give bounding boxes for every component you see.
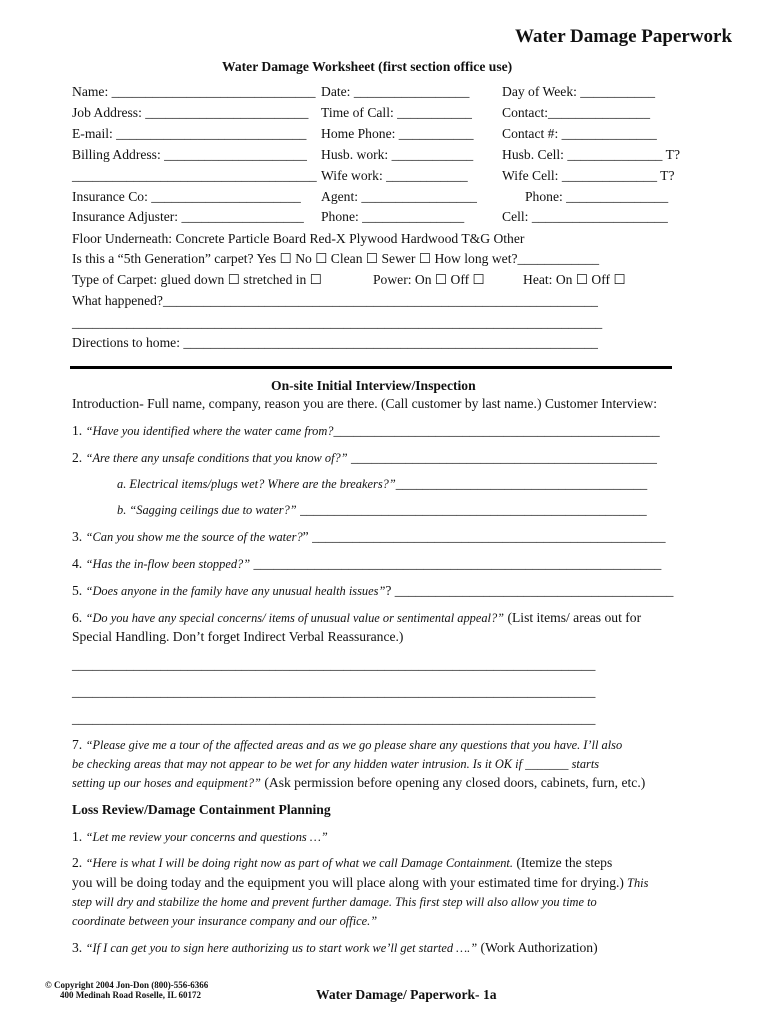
husband-work-field[interactable]: Husb. work: ____________ <box>321 147 474 162</box>
wife-cell-field[interactable]: Wife Cell: ______________ T? <box>502 168 675 183</box>
power-checkboxes[interactable]: Power: On ☐ Off ☐ <box>373 272 485 287</box>
question-6-answer-line[interactable]: _____________________________________________________________________________ <box>72 711 596 726</box>
agent-phone-field[interactable]: Phone: _______________ <box>525 189 669 204</box>
question-7-line3: setting up our hoses and equipment?” (Ask permission before opening any closed doors, cabinets, furn, etc.) <box>72 775 646 790</box>
worksheet-title: Water Damage Worksheet (first section office use) <box>222 59 513 74</box>
question-5[interactable]: 5. “Does anyone in the family have any unusual health issues”? _________________________________________ <box>72 583 674 598</box>
billing-address-field[interactable]: Billing Address: _____________________ <box>72 147 307 162</box>
loss-review-item-1: 1. “Let me review your concerns and questions …” <box>72 829 328 844</box>
directions-field[interactable]: Directions to home: _____________________________________________________________ <box>72 335 598 350</box>
page-title: Water Damage Paperwork <box>515 26 733 47</box>
copyright: © Copyright 2004 Jon-Don (800)-556-6366 <box>45 980 209 990</box>
insurance-company-field[interactable]: Insurance Co: ______________________ <box>72 189 301 204</box>
page-label: Water Damage/ Paperwork- 1a <box>316 987 497 1002</box>
name-field[interactable]: Name: ______________________________ <box>72 84 316 99</box>
loss-review-title: Loss Review/Damage Containment Planning <box>72 802 331 817</box>
loss-review-item-2: 2. “Here is what I will be doing right now as part of what we call Damage Containment. (Itemize the steps <box>72 855 613 870</box>
wife-work-field[interactable]: Wife work: ____________ <box>321 168 468 183</box>
question-2b[interactable]: b. “Sagging ceilings due to water?” ___________________________________________________ <box>117 502 647 517</box>
agent-field[interactable]: Agent: _________________ <box>321 189 477 204</box>
time-of-call-field[interactable]: Time of Call: ___________ <box>321 105 472 120</box>
loss-review-item-2-line3: step will dry and stabilize the home and prevent further damage. This first step will also allow you time to <box>72 895 597 909</box>
generation-carpet-row[interactable]: Is this a “5th Generation” carpet? Yes ☐ No ☐ Clean ☐ Sewer ☐ How long wet?____________ <box>72 251 600 266</box>
adjuster-cell-field[interactable]: Cell: ____________________ <box>502 209 668 224</box>
adjuster-phone-field[interactable]: Phone: _______________ <box>321 209 465 224</box>
home-phone-field[interactable]: Home Phone: ___________ <box>321 126 474 141</box>
contact-field[interactable]: Contact:_______________ <box>502 105 651 120</box>
day-of-week-field[interactable]: Day of Week: ___________ <box>502 84 656 99</box>
question-3[interactable]: 3. “Can you show me the source of the water?” ____________________________________________________ <box>72 529 666 544</box>
question-1[interactable]: 1. “Have you identified where the water came from?________________________________________________ <box>72 423 660 438</box>
contact-number-field[interactable]: Contact #: ______________ <box>502 126 657 141</box>
interview-title: On-site Initial Interview/Inspection <box>271 378 476 393</box>
question-6-answer-line[interactable]: _____________________________________________________________________________ <box>72 684 596 699</box>
loss-review-item-3: 3. “If I can get you to sign here authorizing us to start work we’ll get started ….” (Work Authorization) <box>72 940 598 955</box>
question-6: 6. “Do you have any special concerns/ items of unusual value or sentimental appeal?” (List items/ areas out for <box>72 610 642 625</box>
husband-cell-field[interactable]: Husb. Cell: ______________ T? <box>502 147 680 162</box>
question-7: 7. “Please give me a tour of the affected areas and as we go please share any questions that you have. I’ll also <box>72 737 623 752</box>
loss-review-item-2-line2: you will be doing today and the equipment you will place along with your estimated time for drying.) This <box>72 875 649 890</box>
interview-intro: Introduction- Full name, company, reason you are there. (Call customer by last name.) Customer Interview: <box>72 396 657 411</box>
question-2[interactable]: 2. “Are there any unsafe conditions that you know of?” _____________________________________________ <box>72 450 657 465</box>
what-happened-field[interactable]: What happened?________________________________________________________________ <box>72 293 598 308</box>
question-4[interactable]: 4. “Has the in-flow been stopped?” ____________________________________________________________ <box>72 556 662 571</box>
question-6-answer-line[interactable]: _____________________________________________________________________________ <box>72 657 596 672</box>
footer-address: 400 Medinah Road Roselle, IL 60172 <box>60 990 202 1000</box>
billing-address-line2[interactable]: ____________________________________ <box>72 168 317 183</box>
question-6-note: Special Handling. Don’t forget Indirect Verbal Reassurance.) <box>72 629 404 644</box>
email-field[interactable]: E-mail: ____________________________ <box>72 126 307 141</box>
question-7-line2: be checking areas that may not appear to be wet for any hidden water intrusion. Is it OK if _______ starts <box>72 757 600 771</box>
loss-review-item-2-line4: coordinate between your insurance company and our office.” <box>72 914 378 928</box>
question-2a[interactable]: a. Electrical items/plugs wet? Where are the breakers?”_____________________________________ <box>117 476 648 491</box>
floor-underneath-options[interactable]: Floor Underneath: Concrete Particle Board Red-X Plywood Hardwood T&G Other <box>72 231 525 246</box>
what-happened-line2[interactable]: ______________________________________________________________________________ <box>72 315 603 330</box>
section-divider <box>70 366 672 369</box>
heat-checkboxes[interactable]: Heat: On ☐ Off ☐ <box>523 272 626 287</box>
insurance-adjuster-field[interactable]: Insurance Adjuster: __________________ <box>72 209 304 224</box>
carpet-type-row[interactable]: Type of Carpet: glued down ☐ stretched in ☐ <box>72 272 322 287</box>
date-field[interactable]: Date: _________________ <box>321 84 470 99</box>
job-address-field[interactable]: Job Address: ________________________ <box>72 105 309 120</box>
